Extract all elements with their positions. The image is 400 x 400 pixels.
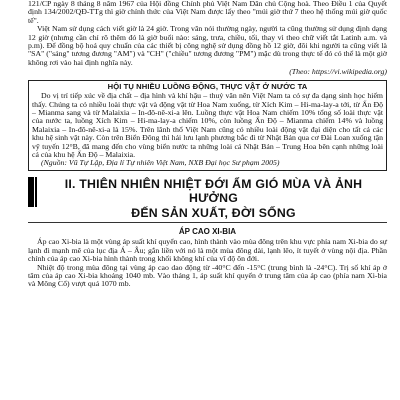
info-box-paragraph: Do vị trí tiếp xúc về địa chất – địa hình và khí hậu – thuỷ văn nên Việt Nam ta có sự đa dạng sinh học hiếm thấy. Chúng ta có nhiều loài thực vật và động vật từ Hoa Nam xuống, từ Xích Kim – Hi-ma-lay-a tới, từ Ấn Độ – Mianma sang và từ Malaixia – In-đô-nê-xi-a lên. Luồng thực vật Hoa Nam chiếm 10% tổng số loài thực vật của nước ta, luồng Xích Kim – Hi-ma-lay-a chiếm 10%, còn luồng Ấn Độ – Mianma chiếm 14% và luồng Malaixia – In-đô-nê-xi-a là 15%. Trên lãnh thổ Việt Nam cũng có nhiều loài động vật đại diện cho tất cả các khu hệ sinh vật này. Còn trên Biển Đông thì hải lưu lạnh phương bắc đi từ Nhật Bản qua cơ Đài Loan xuống tận vỹ tuyến 12°B, đã mang đến cho vùng biển nước ta những loài cá Nhật Bản – Trung Hoa bên cạnh những loài cá của khu hệ Ấn Độ – Malaixia. bbox=[32, 91, 383, 159]
section-title-line-1 bbox=[40, 177, 387, 206]
info-box-source: (Nguồn: Vũ Tự Lập, Địa lí Tự nhiên Việt Nam, NXB Đại học Sư phạm 2005) bbox=[41, 158, 280, 168]
subsection-title: ÁP CAO XI-BIA bbox=[178, 227, 237, 237]
section-bar-thin bbox=[35, 177, 37, 207]
info-box bbox=[28, 80, 387, 171]
subsection-paragraph-2: Nhiệt độ trong mùa đông tại vùng áp cao dao động từ -40°C đến -15°C (trung bình là -24°C). Trị số khí áp ở tâm của áp cao Xi-bia khoảng 1040 mb. Vào tháng 1, áp suất khí quyển ở trung tâm của áp cao (phía nam Xi-bia và Mông Cổ) vượt quá 1070 mb. bbox=[28, 262, 387, 289]
section-title-text-1: THIÊN NHIÊN NHIỆT ĐỚI ẨM GIÓ MÙA VÀ ẢNH HƯỞNG bbox=[79, 176, 363, 206]
section-bar-thick bbox=[28, 177, 34, 207]
intro-source: (Theo: https://vi.wikipedia.org) bbox=[289, 66, 387, 76]
section-title bbox=[40, 177, 387, 221]
subsection-paragraph-1: Áp cao Xi-bia là một vùng áp suất khí quyển cao, hình thành vào mùa đông trên khu vực phía nam Xi-bia do sự lạnh đi mạnh mẽ của lục địa Á – Âu; gắn liền với nó là một mùa đông dài, lạnh lẽo, ít tuyết ở vùng nội địa. Phần chính của áp cao Xi-bia hình thành trong khối không khí của vĩ độ ôn đới. bbox=[28, 237, 387, 264]
section-number: II. bbox=[64, 176, 76, 191]
intro-paragraph-2: Việt Nam sử dụng cách viết giờ là 24 giờ. Trong văn nói thường ngày, người ta cũng thường sử dụng định dạng 12 giờ (nhưng cần chỉ rõ thêm đó là giờ buổi nào: sáng, trưa, chiều, tối, thay vì theo chữ viết tắt Latinh a.m. và p.m). Để đồng bộ hoá quy chuẩn của các thiết bị công nghệ sử dụng đồng hồ 12 giờ, đôi khi người ta cũng viết là "SA" ("sáng" tương đương "AM") và "CH" ("chiều" tương đương "PM") mặc dù trong thực tế đó có thể là một giờ không rơi vào hai định nghĩa này. bbox=[28, 24, 387, 67]
intro-paragraph-1: 121/CP ngày 8 tháng 8 năm 1967 của Hội đồng Chính phủ Việt Nam Dân chủ Cộng hoà. Theo Điều 1 của Quyết định 134/2002/QĐ-TTg thì giờ chính thức của Việt Nam được lấy theo "múi giờ thứ 7 theo hệ thống múi giờ quốc tế". bbox=[28, 0, 387, 25]
section-heading bbox=[28, 177, 387, 224]
section-title-line-2: ĐẾN SẢN XUẤT, ĐỜI SỐNG bbox=[131, 205, 296, 220]
info-box-title: HỘI TỤ NHIỀU LUỒNG ĐỘNG, THỰC VẬT Ở NƯỚC TA bbox=[107, 82, 308, 92]
